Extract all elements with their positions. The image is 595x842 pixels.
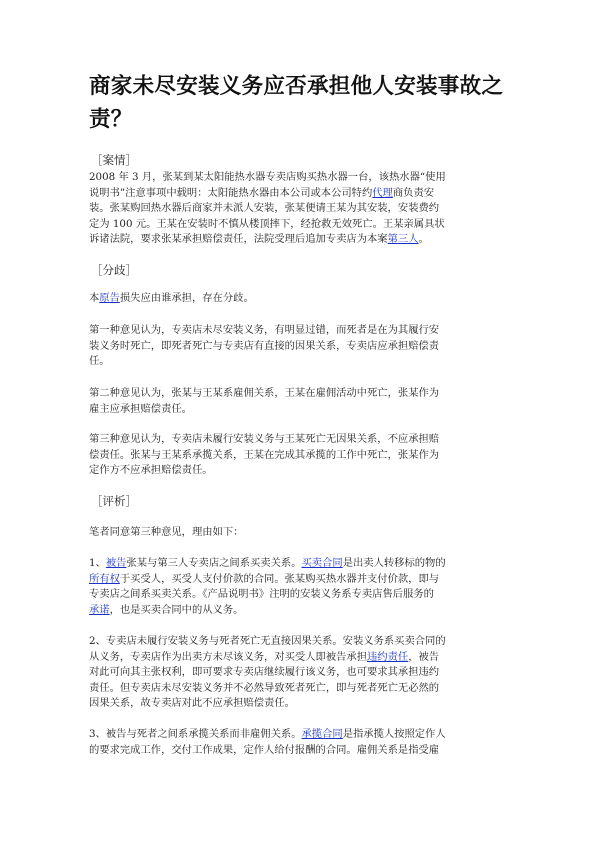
text-run: 第三种意见认为，专卖店未履行安装义务与王某死亡无因果关系，不应承担赔 bbox=[89, 433, 440, 445]
text-line bbox=[89, 696, 509, 712]
section-label-case: ［案情］ bbox=[91, 153, 137, 167]
text-run: 1、 bbox=[89, 557, 106, 569]
text-line bbox=[89, 339, 509, 355]
section-label-analysis: ［评析］ bbox=[91, 494, 137, 508]
text-run: 偿责任。张某与王某系承揽关系，王某在完成其承揽的工作中死亡，张某作为 bbox=[89, 448, 440, 461]
text-line bbox=[89, 217, 509, 233]
text-run: 3、被告与死者之间系承揽关系而非雇佣关系。 bbox=[89, 728, 302, 740]
opinion-paragraph-3 bbox=[89, 432, 509, 479]
text-line bbox=[89, 432, 509, 448]
text-line bbox=[89, 681, 509, 697]
text-run: 责任。但专卖店未尽安装义务并不必然导致死者死亡，即与死者死亡无必然的 bbox=[89, 681, 440, 694]
text-line bbox=[89, 232, 509, 248]
text-line bbox=[89, 291, 509, 307]
text-line bbox=[89, 650, 509, 666]
inline-link[interactable]: 承诺 bbox=[89, 603, 110, 616]
analysis-point-3 bbox=[89, 727, 509, 758]
text-line bbox=[89, 402, 509, 418]
text-line bbox=[89, 170, 509, 186]
text-run: 诉诸法院，要求张某承担赔偿责任，法院受理后追加专卖店为本案 bbox=[89, 233, 388, 246]
text-run: 第二种意见认为，张某与王某系雇佣关系，王某在雇佣活动中死亡，张某作为 bbox=[89, 387, 440, 399]
text-run: 。 bbox=[418, 233, 429, 246]
text-run: 张某与第三人专卖店之间系买卖关系。 bbox=[126, 557, 302, 569]
text-run: 的要求完成工作，交付工作成果，定作人给付报酬的合同。雇佣关系是指受雇 bbox=[89, 743, 440, 756]
text-line bbox=[89, 634, 509, 650]
text-line bbox=[89, 354, 509, 370]
analysis-intro-paragraph: 笔者同意第三种意见，理由如下： bbox=[89, 526, 244, 538]
text-line bbox=[89, 603, 509, 619]
text-line bbox=[89, 448, 509, 464]
text-line bbox=[89, 665, 509, 681]
case-paragraph bbox=[89, 170, 509, 248]
text-run: 装义务时死亡，即死者死亡与专卖店有直接的因果关系，专卖店应承担赔偿责 bbox=[89, 339, 440, 352]
text-run: 专卖店之间系买卖关系。《产品说明书》注明的安装义务系专卖店售后服务的 bbox=[89, 588, 434, 601]
text-run: 本 bbox=[89, 292, 100, 304]
text-line bbox=[89, 386, 509, 402]
text-run: 定作方不应承担赔偿责任。 bbox=[89, 464, 213, 477]
text-run: 于买受人，买受人支付价款的合同。张某购买热水器并支付价款，即与 bbox=[119, 572, 440, 585]
inline-link[interactable]: 被告 bbox=[105, 557, 127, 569]
section-label-dispute: ［分歧］ bbox=[91, 263, 137, 277]
text-run: 是指承揽人按照定作人 bbox=[342, 728, 446, 740]
text-run: 从义务，专卖店作为出卖方未尽该义务，对买受人即被告承担 bbox=[89, 650, 368, 663]
text-run: 第一种意见认为，专卖店未尽安装义务，有明显过错，而死者是在为其履行安 bbox=[89, 324, 440, 336]
article-title: 商家未尽安装义务应否承担他人安装事故之责？ bbox=[89, 74, 504, 132]
text-line bbox=[89, 743, 509, 759]
text-run: 说明书”注意事项中载明：太阳能热水器由本公司或本公司特约 bbox=[89, 186, 373, 199]
text-line bbox=[89, 572, 509, 588]
analysis-point-1 bbox=[89, 556, 509, 618]
text-line bbox=[89, 727, 509, 743]
dispute-intro-paragraph bbox=[89, 291, 509, 307]
analysis-point-2 bbox=[89, 634, 509, 712]
text-line bbox=[89, 323, 509, 339]
inline-link[interactable]: 买卖合同 bbox=[301, 557, 343, 569]
inline-link[interactable]: 违约责任 bbox=[367, 650, 409, 663]
text-run: 商负责安 bbox=[392, 186, 435, 199]
text-run: ，被告 bbox=[408, 650, 440, 663]
text-run: ，也是买卖合同中的从义务。 bbox=[109, 603, 244, 616]
inline-link[interactable]: 原告 bbox=[99, 292, 120, 304]
text-line bbox=[89, 463, 509, 479]
text-run: 是出卖人转移标的物的 bbox=[342, 557, 446, 569]
text-line bbox=[89, 556, 509, 572]
inline-link[interactable]: 所有权 bbox=[89, 572, 120, 585]
text-run: 任。 bbox=[89, 355, 110, 368]
text-run: 2008 年 3 月，张某到某太阳能热水器专卖店购买热水器一台，该热水器“使用 bbox=[89, 171, 446, 183]
text-run: 定为 100 元。王某在安装时不慎从楼顶摔下，经抢救无效死亡。王某亲属具状 bbox=[89, 217, 445, 230]
text-line bbox=[89, 186, 509, 202]
text-line bbox=[89, 587, 509, 603]
inline-link[interactable]: 代理 bbox=[372, 186, 393, 199]
text-line bbox=[89, 201, 509, 217]
text-run: 2、专卖店未履行安装义务与死者死亡无直接因果关系。安装义务系买卖合同的 bbox=[89, 635, 446, 647]
opinion-paragraph-1 bbox=[89, 323, 509, 370]
text-run: 装。张某购回热水器后商家并未派人安装，张某便请王某为其安装，安装费约 bbox=[89, 202, 440, 215]
opinion-paragraph-2 bbox=[89, 386, 509, 417]
text-run: 因果关系，故专卖店对此不应承担赔偿责任。 bbox=[89, 697, 295, 710]
inline-link[interactable]: 第三人 bbox=[387, 233, 419, 246]
text-run: 损失应由谁承担，存在分歧。 bbox=[119, 292, 254, 304]
text-run: 雇主应承担赔偿责任。 bbox=[89, 402, 192, 415]
inline-link[interactable]: 承揽合同 bbox=[301, 728, 343, 740]
text-run: 对此可向其主张权利，即可要求专卖店继续履行该义务，也可要求其承担违约 bbox=[89, 666, 440, 679]
